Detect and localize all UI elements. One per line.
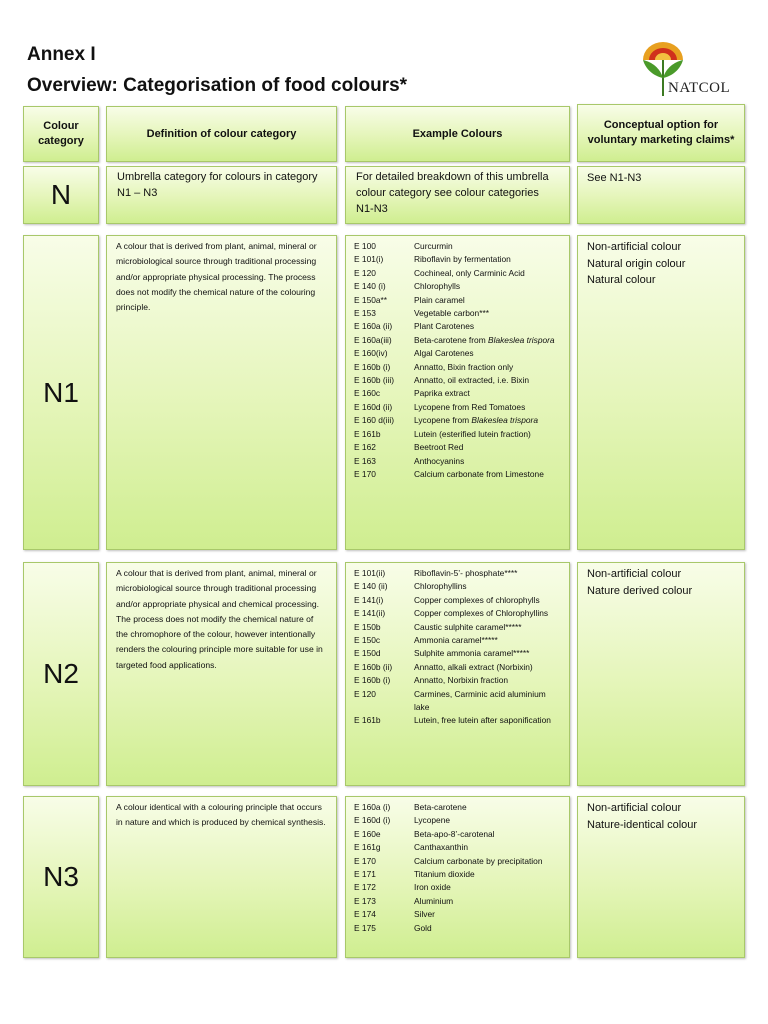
example-colour-row — [354, 428, 561, 441]
colour-name-text: Beta-carotene from — [414, 334, 486, 345]
e-number: E 175 — [354, 922, 376, 933]
colour-name — [414, 647, 561, 660]
e-number: E 140 (i) — [354, 281, 386, 292]
colour-name-text: Titanium dioxide — [414, 869, 475, 880]
colour-name — [414, 801, 561, 814]
colour-name — [414, 240, 561, 253]
colour-name-text: Riboflavin by fermentation — [414, 254, 511, 265]
colour-name — [414, 361, 561, 374]
example-colour-row — [354, 374, 561, 387]
colour-name — [414, 607, 561, 620]
colour-name-text: Lycopene from Red Tomatoes — [414, 401, 526, 412]
example-colour-row — [354, 714, 561, 727]
example-colour-row — [354, 307, 561, 320]
e-number: E 162 — [354, 442, 376, 453]
colour-name — [414, 580, 561, 593]
e-number: E 150a** — [354, 294, 388, 305]
e-number: E 150c — [354, 635, 381, 646]
colour-name-text: Chlorophylls — [414, 281, 461, 292]
colour-name — [414, 414, 561, 427]
claims-n3 — [577, 796, 745, 958]
example-colour-row — [354, 908, 561, 921]
colour-name — [414, 428, 561, 441]
natcol-logo — [636, 38, 748, 100]
colour-name-text: Beta-apo-8’-carotenal — [414, 828, 495, 839]
colour-name — [414, 468, 561, 481]
colour-name — [414, 253, 561, 266]
example-colour-row — [354, 320, 561, 333]
colour-name-text: Aluminium — [414, 895, 454, 906]
colour-name-species: Blakeslea trispora — [471, 415, 538, 426]
colour-name-text: Riboflavin-5’- phosphate**** — [414, 568, 518, 578]
example-colour-row — [354, 594, 561, 607]
colour-name — [414, 455, 561, 468]
e-number: E 100 — [354, 241, 376, 251]
colour-name-text: Cochineal, only Carminic Acid — [414, 267, 525, 278]
colour-name — [414, 280, 561, 293]
examples-n3 — [345, 796, 570, 958]
colour-name-text: Copper complexes of Chlorophyllins — [414, 608, 549, 619]
claim-item: Non-artificial colour — [587, 568, 682, 580]
page-title: Overview: Categorisation of food colours* — [27, 75, 408, 96]
colour-name-text: Annatto, oil extracted, i.e. Bixin — [414, 375, 529, 386]
example-colour-row — [354, 387, 561, 400]
e-number: E 160(iv) — [354, 348, 388, 359]
colour-name — [414, 828, 561, 841]
example-colour-row — [354, 280, 561, 293]
example-colour-row — [354, 801, 561, 814]
colour-name-text: Ammonia caramel***** — [414, 635, 498, 646]
colour-name — [414, 347, 561, 360]
header-example-colours: Example Colours — [345, 106, 570, 162]
colour-name — [414, 895, 561, 908]
e-number: E 101(i) — [354, 254, 384, 265]
example-colour-row — [354, 361, 561, 374]
colour-name — [414, 674, 561, 687]
header-marketing-claims: Conceptual option for voluntary marketing claims* — [577, 104, 745, 162]
colour-name — [414, 908, 561, 921]
example-colour-row — [354, 580, 561, 593]
category-n: N — [23, 166, 99, 224]
category-n3: N3 — [23, 796, 99, 958]
example-colour-row — [354, 567, 561, 580]
example-colour-row — [354, 868, 561, 881]
example-colour-row — [354, 828, 561, 841]
colour-name-text: Carmines, Carminic acid aluminium lake — [414, 688, 546, 713]
e-number: E 160a (ii) — [354, 321, 393, 332]
example-colour-row — [354, 881, 561, 894]
e-number: E 140 (ii) — [354, 581, 388, 592]
e-number: E 160b (i) — [354, 675, 391, 686]
colour-name-text: Sulphite ammonia caramel***** — [414, 648, 530, 659]
colour-name — [414, 567, 561, 580]
colour-name-text: Chlorophyllins — [414, 581, 467, 592]
example-colour-row — [354, 253, 561, 266]
e-number: E 161g — [354, 842, 381, 853]
colour-name-text: Lutein, free lutein after saponification — [414, 715, 551, 726]
colour-name-text: Annatto, alkali extract (Norbixin) — [414, 661, 533, 672]
colour-name-text: Annatto, Bixin fraction only — [414, 361, 514, 372]
colour-name-species: Blakeslea trispora — [488, 334, 555, 345]
claim-item: See N1-N3 — [587, 172, 642, 184]
colour-name — [414, 594, 561, 607]
colour-name-text: Annatto, Norbixin fraction — [414, 675, 509, 686]
colour-name — [414, 320, 561, 333]
colour-name-text: Lutein (esterified lutein fraction) — [414, 428, 531, 439]
example-colour-row — [354, 347, 561, 360]
colour-name — [414, 841, 561, 854]
e-number: E 170 — [354, 468, 376, 479]
colour-name — [414, 814, 561, 827]
definition-n: Umbrella category for colours in category N1 – N3 — [106, 166, 337, 224]
definition-n1: A colour that is derived from plant, animal, mineral or microbiological source through traditional processing and/or appropriate physical processing. The process does not modify the chemical nature of the colouring principle. — [106, 235, 337, 550]
colour-name-text: Curcurmin — [414, 241, 453, 251]
colour-name — [414, 387, 561, 400]
colour-name — [414, 374, 561, 387]
e-number: E 160c — [354, 388, 381, 399]
category-n1: N1 — [23, 235, 99, 550]
example-colour-row — [354, 401, 561, 414]
example-colour-row — [354, 267, 561, 280]
e-number: E 160b (ii) — [354, 661, 393, 672]
colour-name-text: Lycopene from — [414, 415, 470, 426]
colour-name — [414, 334, 561, 347]
colour-name — [414, 294, 561, 307]
colour-name-text: Plant Carotenes — [414, 321, 475, 332]
colour-name-text: Vegetable carbon*** — [414, 308, 489, 319]
e-number: E 153 — [354, 308, 376, 319]
example-colour-row — [354, 455, 561, 468]
colour-name — [414, 267, 561, 280]
colour-name — [414, 307, 561, 320]
example-colour-row — [354, 814, 561, 827]
e-number: E 161b — [354, 715, 381, 726]
claims-n — [577, 166, 745, 224]
colour-name-text: Calcium carbonate from Limestone — [414, 468, 544, 479]
example-colour-row — [354, 607, 561, 620]
colour-name-text: Calcium carbonate by precipitation — [414, 855, 543, 866]
e-number: E 171 — [354, 869, 376, 880]
example-colour-row — [354, 240, 561, 253]
colour-name-text: Canthaxanthin — [414, 842, 469, 853]
colour-name — [414, 661, 561, 674]
e-number: E 172 — [354, 882, 376, 893]
example-colour-row — [354, 688, 561, 715]
claim-item: Non-artificial colour — [587, 241, 682, 253]
colour-name — [414, 922, 561, 935]
colour-name-text: Beetroot Red — [414, 442, 464, 453]
example-colour-row — [354, 922, 561, 935]
colour-name — [414, 634, 561, 647]
example-colour-row — [354, 647, 561, 660]
e-number: E 141(ii) — [354, 608, 386, 619]
e-number: E 160d (i) — [354, 815, 391, 826]
claim-item: Nature derived colour — [587, 584, 693, 597]
colour-name — [414, 441, 561, 454]
example-colour-row — [354, 674, 561, 687]
claim-item: Nature-identical colour — [587, 818, 698, 831]
example-colour-row — [354, 621, 561, 634]
e-number: E 173 — [354, 895, 376, 906]
e-number: E 160b (i) — [354, 361, 391, 372]
logo-text: NATCOL — [668, 80, 731, 96]
e-number: E 120 — [354, 267, 376, 278]
e-number: E 160b (iii) — [354, 375, 395, 386]
e-number: E 101(ii) — [354, 568, 386, 578]
colour-name-text: Iron oxide — [414, 882, 451, 893]
colour-name-text: Anthocyanins — [414, 455, 465, 466]
example-colour-row — [354, 441, 561, 454]
example-colour-row — [354, 661, 561, 674]
e-number: E 161b — [354, 428, 381, 439]
claims-n2 — [577, 562, 745, 786]
e-number: E 150b — [354, 621, 381, 632]
colour-name — [414, 688, 561, 715]
colour-name-text: Algal Carotenes — [414, 348, 474, 359]
colour-name-text: Gold — [414, 922, 432, 933]
header-colour-category: Colour category — [23, 106, 99, 162]
e-number: E 120 — [354, 688, 376, 699]
e-number: E 160a (i) — [354, 802, 391, 812]
colour-name — [414, 868, 561, 881]
claim-item: Natural colour — [587, 274, 656, 286]
colour-name — [414, 714, 561, 727]
claim-item: Natural origin colour — [587, 257, 686, 270]
colour-name-text: Paprika extract — [414, 388, 470, 399]
example-colour-row — [354, 634, 561, 647]
colour-name — [414, 855, 561, 868]
examples-n: For detailed breakdown of this umbrella colour category see colour categories N1-N3 — [345, 166, 570, 224]
e-number: E 160 d(iii) — [354, 415, 395, 426]
definition-n2: A colour that is derived from plant, animal, mineral or microbiological source through traditional processing and/or appropriate physical and chemical processing. The process does not modify the chemical nature of the chromophore of the colour, however intentionally renders the colouring principle more suitable for use in targeted food applications. — [106, 562, 337, 786]
colour-name-text: Beta-carotene — [414, 802, 467, 812]
example-colour-row — [354, 414, 561, 427]
colour-name-text: Caustic sulphite caramel***** — [414, 621, 522, 632]
example-colour-row — [354, 855, 561, 868]
examples-n1 — [345, 235, 570, 550]
e-number: E 160a(iii) — [354, 334, 392, 345]
colour-name — [414, 881, 561, 894]
category-n2: N2 — [23, 562, 99, 786]
colour-name-text: Copper complexes of chlorophylls — [414, 594, 540, 605]
header-definition: Definition of colour category — [106, 106, 337, 162]
definition-n3: A colour identical with a colouring principle that occurs in nature and which is produced by chemical synthesis. — [106, 796, 337, 958]
e-number: E 141(i) — [354, 594, 384, 605]
claims-n1 — [577, 235, 745, 550]
colour-name — [414, 621, 561, 634]
colour-name-text: Silver — [414, 909, 435, 920]
e-number: E 170 — [354, 855, 376, 866]
colour-name — [414, 401, 561, 414]
colour-name-text: Plain caramel — [414, 294, 465, 305]
e-number: E 174 — [354, 909, 376, 920]
annex-title: Annex I — [27, 44, 96, 65]
e-number: E 163 — [354, 455, 376, 466]
example-colour-row — [354, 841, 561, 854]
claim-item: Non-artificial colour — [587, 802, 682, 814]
example-colour-row — [354, 895, 561, 908]
example-colour-row — [354, 334, 561, 347]
examples-n2 — [345, 562, 570, 786]
colour-name-text: Lycopene — [414, 815, 451, 826]
e-number: E 160d (ii) — [354, 401, 393, 412]
example-colour-row — [354, 294, 561, 307]
example-colour-row — [354, 468, 561, 481]
e-number: E 160e — [354, 828, 381, 839]
e-number: E 150d — [354, 648, 381, 659]
